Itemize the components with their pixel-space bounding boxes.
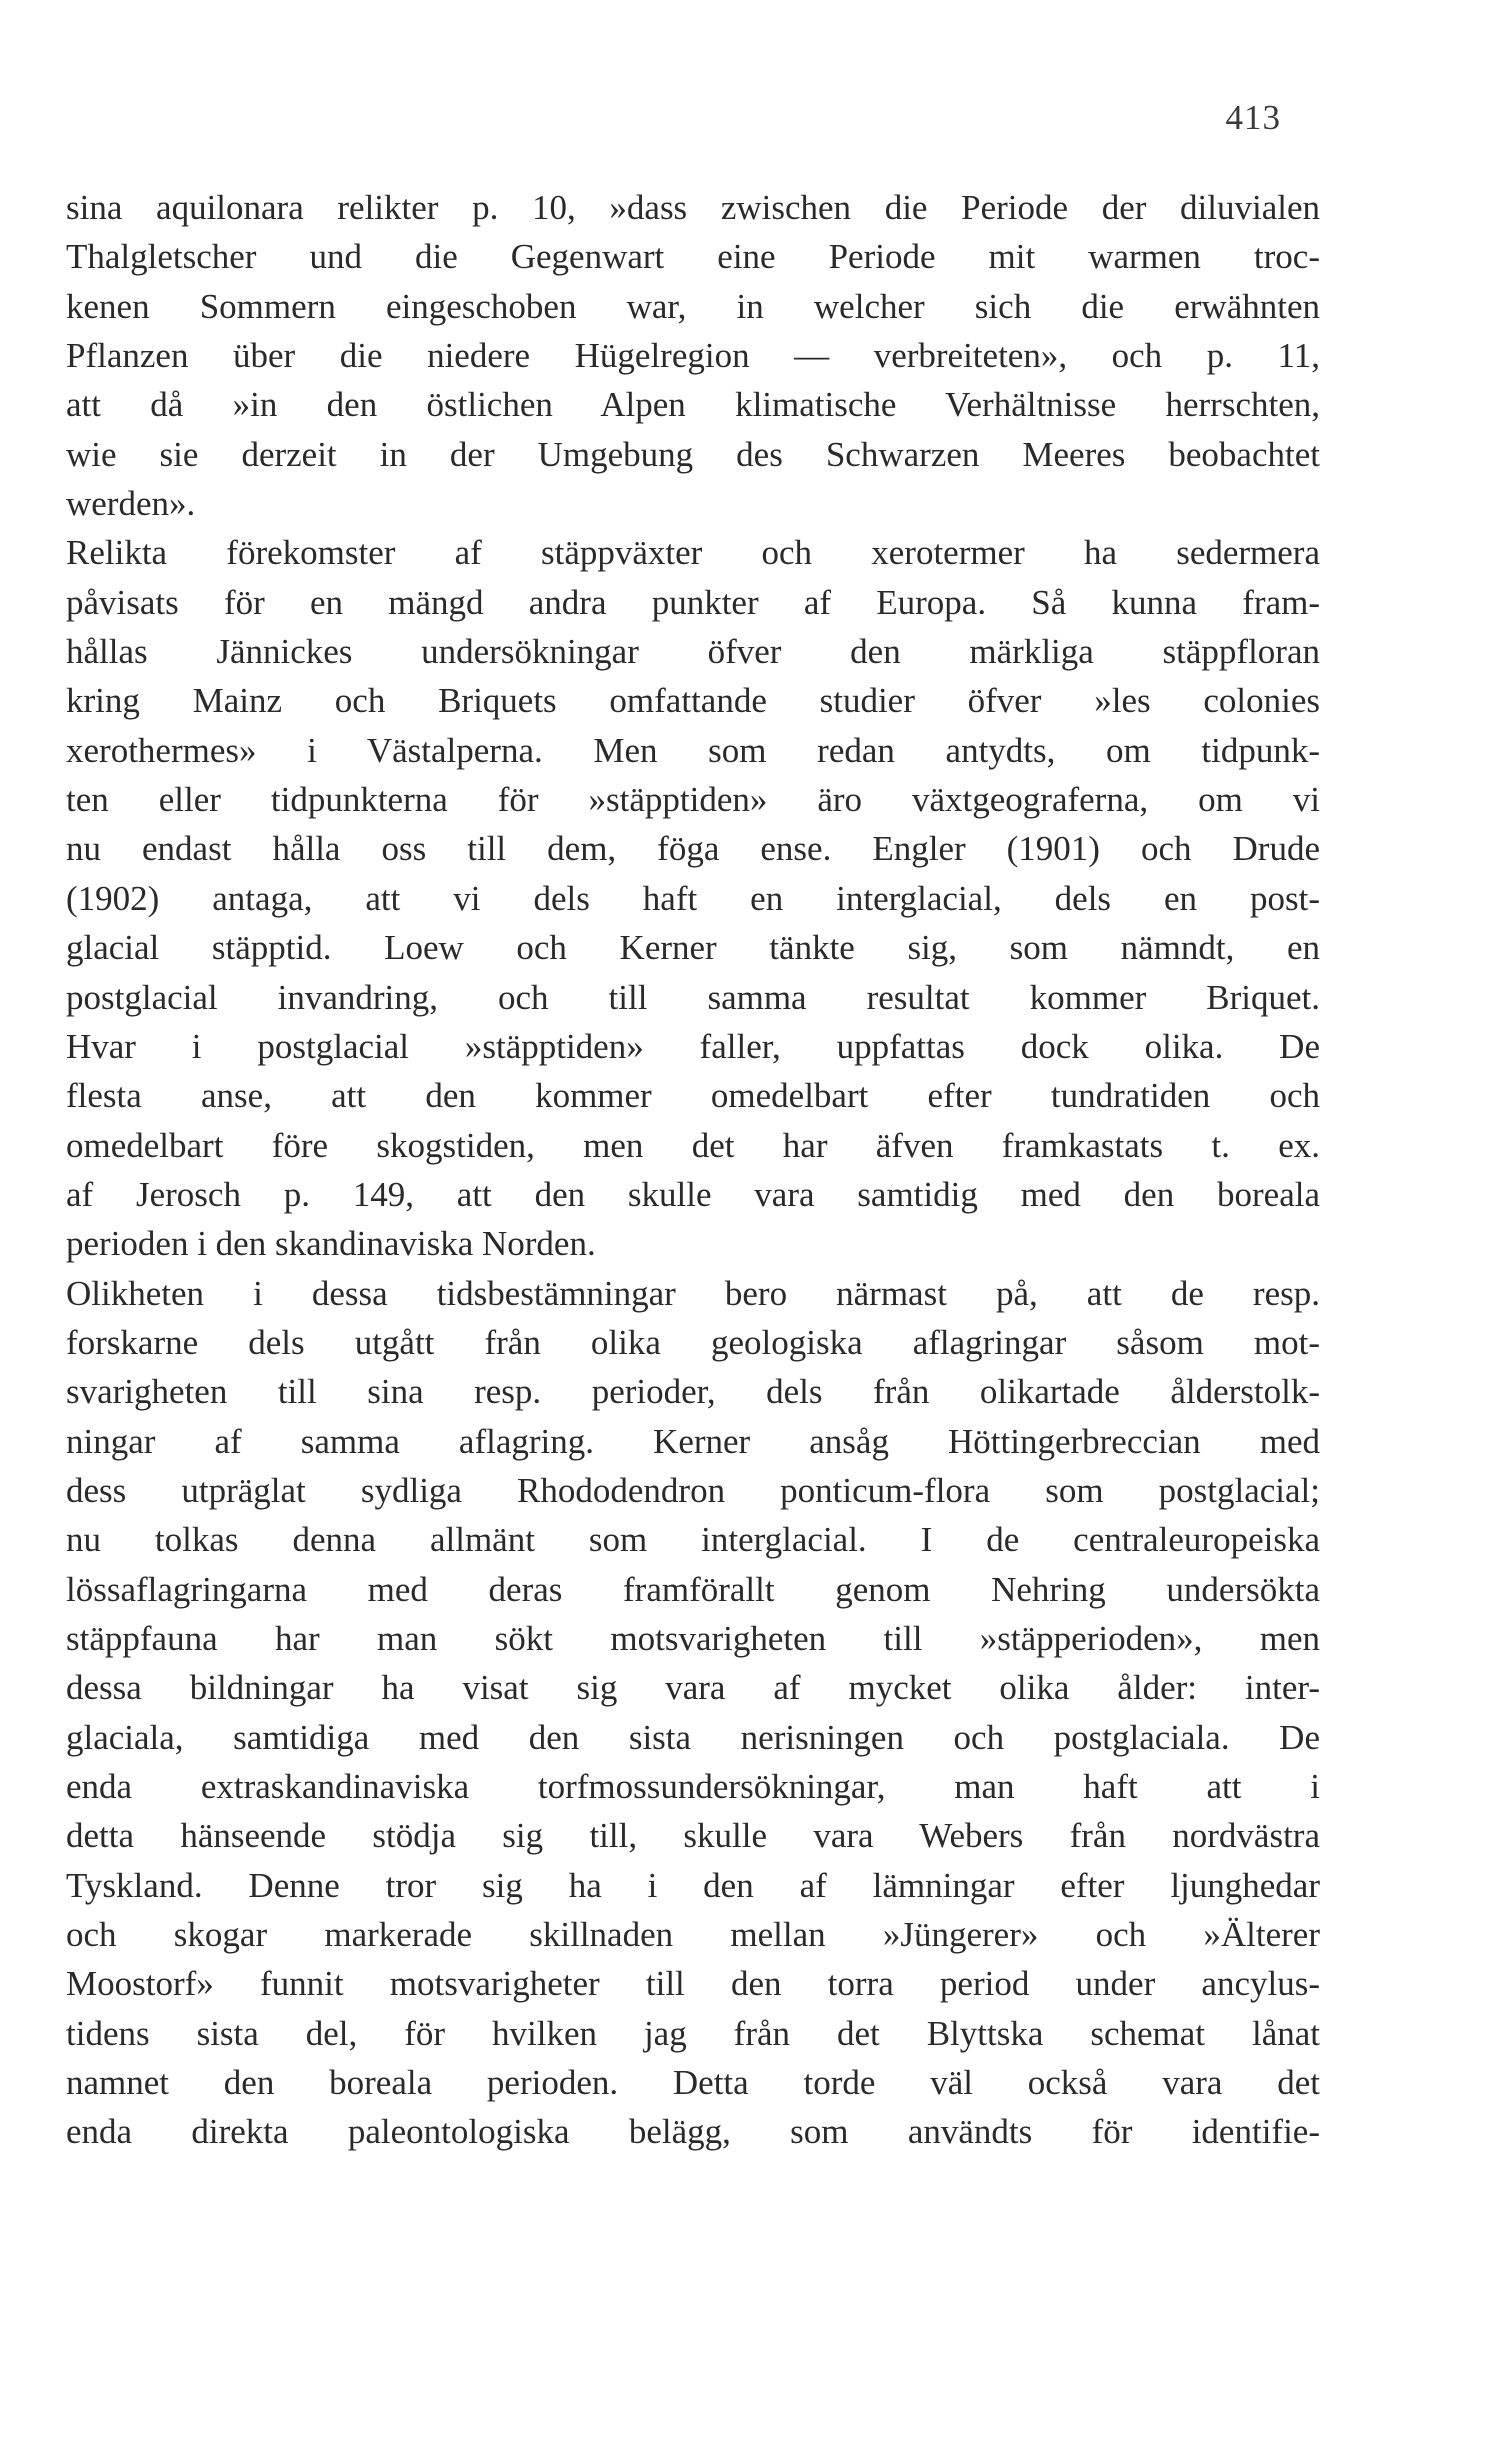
text-line: Moostorf» funnit motsvarigheter till den torra period under ancylus- <box>66 1964 1320 2004</box>
text-line: wie sie derzeit in der Umgebung des Schwarzen Meeres beobachtet <box>66 434 1320 474</box>
text-line: Tyskland. Denne tror sig ha i den af lämningar efter ljunghedar <box>66 1865 1320 1905</box>
text-line: sina aquilonara relikter p. 10, »dass zwischen die Periode der diluvialen <box>66 188 1320 227</box>
text-line: Olikheten i dessa tidsbestämningar bero närmast på, att de resp. <box>66 1273 1320 1313</box>
text-line: perioden i den skandinaviska Norden. <box>66 1224 596 1264</box>
page-number: 413 <box>1225 98 1281 137</box>
text-line: påvisats för en mängd andra punkter af Europa. Så kunna fram- <box>66 582 1320 622</box>
text-line: (1902) antaga, att vi dels haft en interglacial, dels en post- <box>66 878 1320 918</box>
text-line: kring Mainz och Briquets omfattande studier öfver »les colonies <box>66 681 1320 721</box>
text-line: af Jerosch p. 149, att den skulle vara samtidig med den boreala <box>66 1174 1320 1214</box>
text-line: Pflanzen über die niedere Hügelregion — verbreiteten», och p. 11, <box>66 336 1320 376</box>
text-line: nu endast hålla oss till dem, föga ense. Engler (1901) och Drude <box>66 829 1320 869</box>
text-line: werden». <box>66 484 196 524</box>
body-text <box>66 183 1320 2157</box>
text-line: glacial stäpptid. Loew och Kerner tänkte sig, som nämndt, en <box>66 928 1320 968</box>
text-line: att då »in den östlichen Alpen klimatische Verhältnisse herrschten, <box>66 385 1320 425</box>
text-line: lössaflagringarna med deras framförallt genom Nehring undersökta <box>66 1569 1320 1609</box>
text-line: flesta anse, att den kommer omedelbart efter tundratiden och <box>66 1076 1320 1116</box>
text-line: tidens sista del, för hvilken jag från det Blyttska schemat lånat <box>66 2013 1320 2053</box>
text-line: Relikta förekomster af stäppväxter och xerotermer ha sedermera <box>66 533 1320 573</box>
text-line: glaciala, samtidiga med den sista nerisningen och postglaciala. De <box>66 1717 1320 1757</box>
text-line: enda direkta paleontologiska belägg, som användts för identifie- <box>66 2112 1320 2152</box>
text-line: nu tolkas denna allmänt som interglacial. I de centraleuropeiska <box>66 1520 1320 1560</box>
text-line: forskarne dels utgått från olika geologiska aflagringar såsom mot- <box>66 1322 1320 1362</box>
text-line: omedelbart före skogstiden, men det har äfven framkastats t. ex. <box>66 1125 1320 1165</box>
text-line: svarigheten till sina resp. perioder, dels från olikartade ålderstolk- <box>66 1372 1320 1412</box>
text-line: enda extraskandinaviska torfmossundersökningar, man haft att i <box>66 1767 1320 1806</box>
text-line: stäppfauna har man sökt motsvarigheten till »stäpperioden», men <box>66 1618 1320 1658</box>
text-line: xerothermes» i Västalperna. Men som redan antydts, om tidpunk- <box>66 730 1320 770</box>
text-line: detta hänseende stödja sig till, skulle vara Webers från nordvästra <box>66 1816 1320 1856</box>
text-line: Thalgletscher und die Gegenwart eine Periode mit warmen troc- <box>66 237 1320 277</box>
text-line: postglacial invandring, och till samma resultat kommer Briquet. <box>66 977 1320 1017</box>
text-line: dessa bildningar ha visat sig vara af mycket olika ålder: inter- <box>66 1668 1320 1708</box>
text-line: hållas Jännickes undersökningar öfver den märkliga stäppfloran <box>66 632 1320 672</box>
text-line: kenen Sommern eingeschoben war, in welcher sich die erwähnten <box>66 286 1320 326</box>
text-line: och skogar markerade skillnaden mellan »Jüngerer» och »Älterer <box>66 1915 1320 1955</box>
text-line: Hvar i postglacial »stäpptiden» faller, uppfattas dock olika. De <box>66 1026 1320 1066</box>
text-line: ningar af samma aflagring. Kerner ansåg Höttingerbreccian med <box>66 1421 1320 1461</box>
text-line: namnet den boreala perioden. Detta torde väl också vara det <box>66 2063 1320 2103</box>
text-line: ten eller tidpunkterna för »stäpptiden» äro växtgeograferna, om vi <box>66 780 1320 820</box>
text-line: dess utpräglat sydliga Rhododendron ponticum-flora som postglacial; <box>66 1470 1320 1510</box>
